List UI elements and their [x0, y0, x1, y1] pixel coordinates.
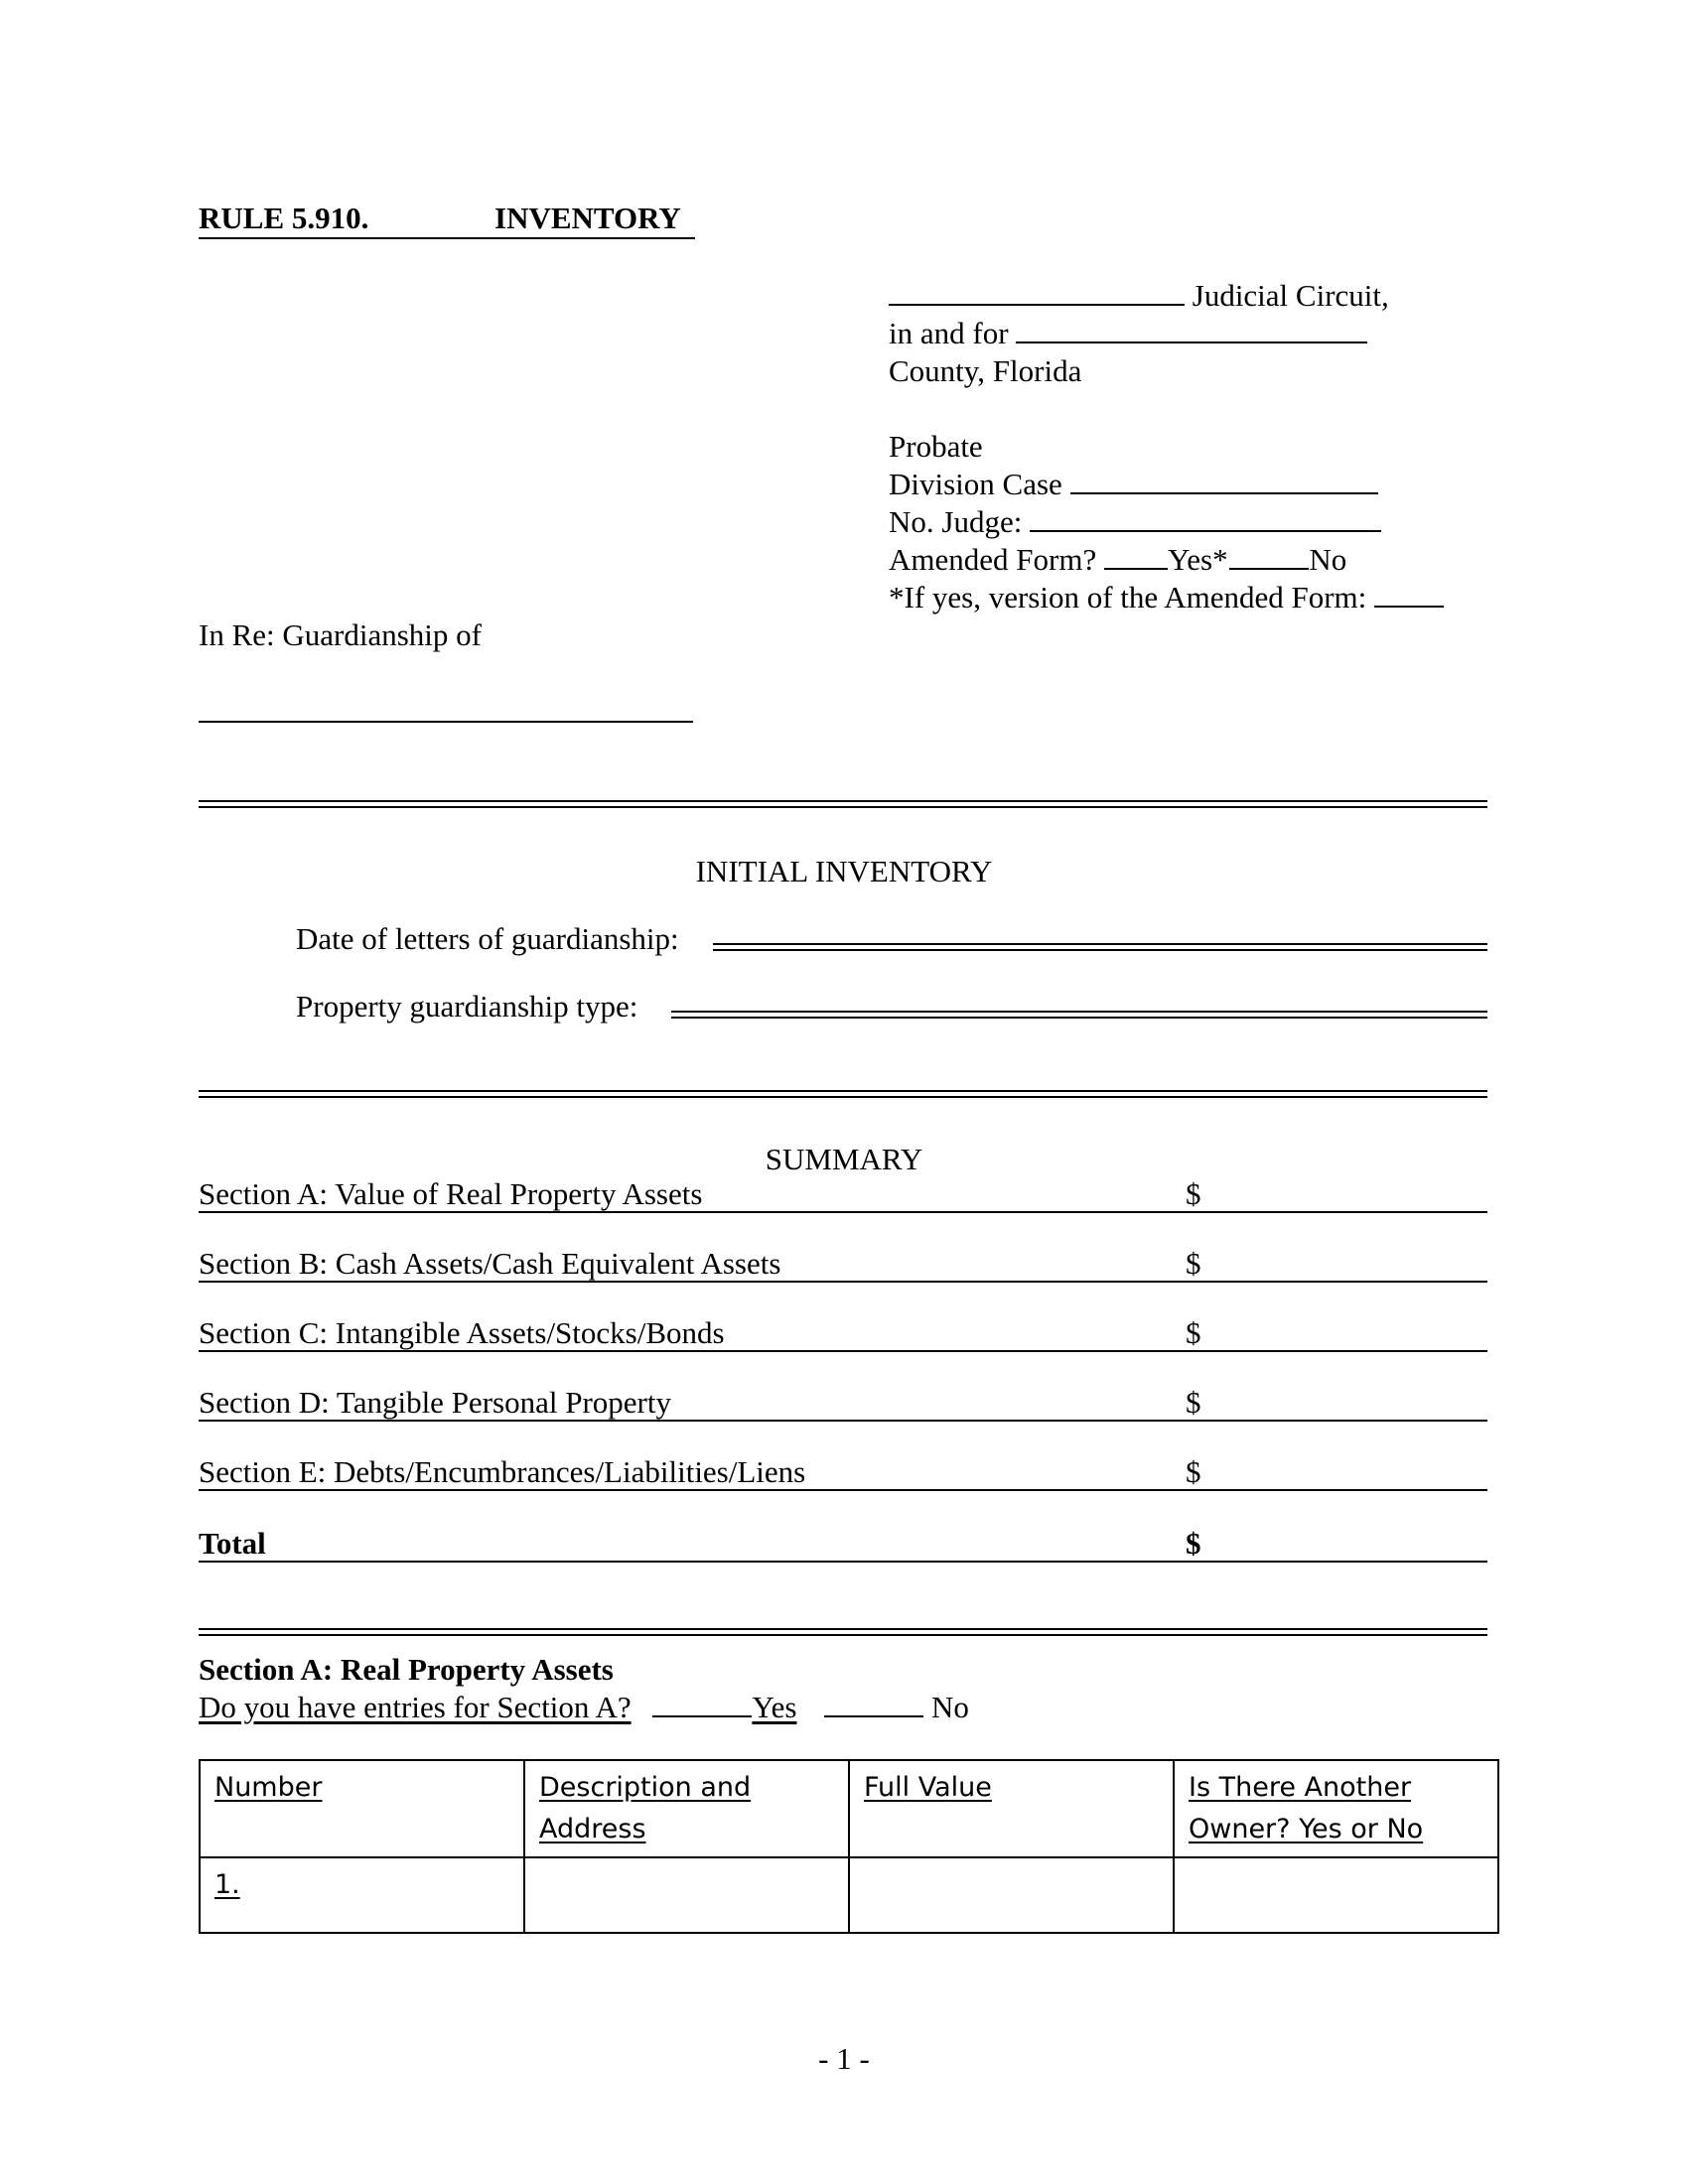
- column-header-another-owner: Is There Another Owner? Yes or No: [1174, 1760, 1498, 1857]
- guardianship-type-blank[interactable]: [671, 1011, 1487, 1019]
- amended-version-blank[interactable]: [1374, 582, 1444, 608]
- summary-row-label: Section D: Tangible Personal Property: [199, 1385, 671, 1420]
- summary-row-section-a: [199, 1177, 1487, 1213]
- date-of-letters-blank[interactable]: [713, 943, 1487, 951]
- section-a-yes-label: Yes: [752, 1690, 797, 1724]
- table-cell-full-value[interactable]: [849, 1857, 1174, 1933]
- currency-symbol: $: [1186, 1246, 1201, 1281]
- section-a-heading: Section A: Real Property Assets: [199, 1652, 614, 1687]
- real-property-table: [199, 1759, 1499, 1934]
- amended-form-line: [889, 544, 1346, 575]
- ward-name-blank[interactable]: [199, 721, 693, 723]
- initial-inventory-heading: INITIAL INVENTORY: [695, 854, 993, 888]
- column-header-description: Description and Address: [524, 1760, 849, 1857]
- table-row: [200, 1857, 1498, 1933]
- table-cell-another-owner[interactable]: [1174, 1857, 1498, 1933]
- summary-row-total: [199, 1527, 1487, 1563]
- summary-row-label: Section C: Intangible Assets/Stocks/Bonds: [199, 1315, 725, 1350]
- section-a-no-label: No: [930, 1690, 969, 1724]
- amended-no-blank[interactable]: [1229, 544, 1309, 570]
- division-case-line: [889, 469, 1378, 499]
- table-header-row: [200, 1760, 1498, 1857]
- summary-heading: SUMMARY: [765, 1142, 923, 1176]
- column-header-full-value: Full Value: [849, 1760, 1174, 1857]
- section-a-question-line: [199, 1692, 969, 1722]
- section-a-yes-blank[interactable]: [652, 1692, 752, 1717]
- judge-label: No. Judge:: [889, 504, 1023, 539]
- amended-label: Amended Form?: [889, 542, 1097, 577]
- section-a-no-blank[interactable]: [824, 1692, 923, 1717]
- county-blank[interactable]: [1016, 318, 1367, 343]
- circuit-blank[interactable]: [889, 280, 1185, 306]
- case-number-blank[interactable]: [1070, 469, 1378, 494]
- summary-row-section-c: [199, 1316, 1487, 1352]
- currency-symbol: $: [1186, 1454, 1201, 1489]
- summary-row-label: Section E: Debts/Encumbrances/Liabilities/Liens: [199, 1454, 806, 1489]
- in-and-for-label: in and for: [889, 316, 1009, 350]
- divider-middle: [199, 1090, 1487, 1098]
- divider-top: [199, 800, 1487, 808]
- in-re-label: In Re: Guardianship of: [199, 617, 482, 652]
- judge-line: [889, 506, 1381, 537]
- amended-yes-blank[interactable]: [1104, 544, 1168, 570]
- rule-heading: [199, 203, 695, 239]
- circuit-label: Judicial Circuit,: [1192, 278, 1389, 313]
- in-and-for-line: [889, 318, 1367, 348]
- total-label: Total: [199, 1526, 266, 1561]
- summary-row-section-d: [199, 1386, 1487, 1422]
- amended-yes-label: Yes*: [1167, 542, 1228, 577]
- county-label: County, Florida: [889, 353, 1082, 388]
- judge-blank[interactable]: [1030, 506, 1381, 532]
- column-header-number: Number: [200, 1760, 524, 1857]
- rule-number: RULE 5.910.: [199, 201, 369, 235]
- table-cell-description[interactable]: [524, 1857, 849, 1933]
- divider-bottom: [199, 1628, 1487, 1636]
- section-a-question: Do you have entries for Section A?: [199, 1690, 632, 1724]
- judicial-circuit-line: [889, 280, 1389, 311]
- currency-symbol: $: [1186, 1385, 1201, 1420]
- amended-version-line: [889, 582, 1444, 613]
- amended-version-label: *If yes, version of the Amended Form:: [889, 580, 1367, 614]
- currency-symbol: $: [1186, 1526, 1201, 1561]
- currency-symbol: $: [1186, 1176, 1201, 1211]
- summary-row-section-b: [199, 1247, 1487, 1283]
- summary-row-label: Section B: Cash Assets/Cash Equivalent Assets: [199, 1246, 781, 1281]
- summary-row-label: Section A: Value of Real Property Assets: [199, 1176, 703, 1211]
- division-case-label: Division Case: [889, 467, 1062, 501]
- page-number: - 1 -: [818, 2041, 870, 2076]
- summary-row-section-e: [199, 1455, 1487, 1491]
- amended-no-label: No: [1309, 542, 1347, 577]
- rule-title: INVENTORY: [494, 201, 681, 235]
- guardianship-type-label: Property guardianship type:: [296, 989, 638, 1024]
- currency-symbol: $: [1186, 1315, 1201, 1350]
- date-of-letters-label: Date of letters of guardianship:: [296, 921, 679, 956]
- probate-label: Probate: [889, 429, 983, 464]
- table-cell-number[interactable]: 1.: [200, 1857, 524, 1933]
